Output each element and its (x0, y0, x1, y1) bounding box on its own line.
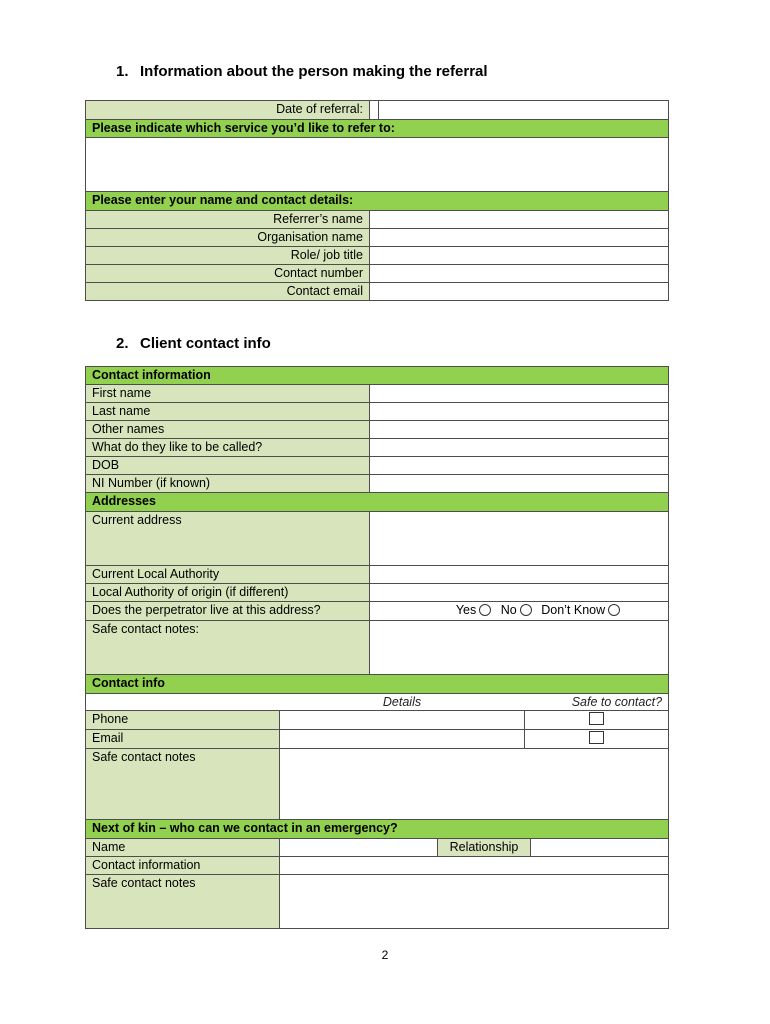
nok-notes-label: Safe contact notes (86, 875, 280, 929)
current-local-authority-label: Current Local Authority (86, 566, 370, 584)
section-2-number: 2. (116, 335, 129, 352)
organisation-name-label: Organisation name (86, 229, 370, 247)
section-2-title: Client contact info (140, 335, 271, 352)
other-names-label: Other names (86, 421, 370, 439)
perpetrator-label: Does the perpetrator live at this address? (86, 602, 370, 621)
phone-input[interactable] (280, 711, 525, 730)
referrer-table (85, 100, 669, 301)
nok-contact-input[interactable] (280, 857, 669, 875)
safe-to-contact-column-header: Safe to contact? (525, 694, 669, 711)
phone-email-notes-input[interactable] (280, 749, 669, 820)
service-input[interactable] (86, 138, 669, 192)
section-1-title: Information about the person making the referral (140, 63, 488, 80)
date-of-referral-row-input (370, 101, 669, 120)
dob-input[interactable] (370, 457, 669, 475)
next-of-kin-header: Next of kin – who can we contact in an emergency? (86, 820, 669, 839)
section-1-number: 1. (116, 63, 129, 80)
other-names-input[interactable] (370, 421, 669, 439)
safe-contact-notes-input[interactable] (370, 621, 669, 675)
perpetrator-radio-group (370, 602, 669, 621)
origin-local-authority-label: Local Authority of origin (if different) (86, 584, 370, 602)
phone-label: Phone (86, 711, 280, 730)
email-label: Email (86, 730, 280, 749)
section-1-heading (116, 63, 488, 80)
email-safe-checkbox[interactable] (589, 731, 604, 744)
phone-safe-cell (525, 711, 669, 730)
section-2-heading (116, 335, 271, 352)
page-number: 2 (381, 948, 389, 962)
radio-no[interactable] (520, 604, 532, 616)
contact-details-header: Please enter your name and contact details: (86, 192, 669, 211)
contact-number-label: Contact number (86, 265, 370, 283)
current-address-label: Current address (86, 512, 370, 566)
organisation-name-input[interactable] (370, 229, 669, 247)
first-name-input[interactable] (370, 385, 669, 403)
contact-email-input[interactable] (370, 283, 669, 301)
ni-number-label: NI Number (if known) (86, 475, 370, 493)
radio-yes[interactable] (479, 604, 491, 616)
preferred-name-label: What do they like to be called? (86, 439, 370, 457)
nok-notes-input[interactable] (280, 875, 669, 929)
radio-yes-label: Yes (455, 603, 477, 617)
nok-name-input[interactable] (280, 839, 438, 857)
client-table (85, 366, 669, 929)
contact-info-header: Contact info (86, 675, 669, 694)
contact-number-input[interactable] (370, 265, 669, 283)
radio-no-label: No (500, 603, 517, 617)
nok-contact-label: Contact information (86, 857, 280, 875)
last-name-input[interactable] (370, 403, 669, 421)
safe-contact-notes-label: Safe contact notes: (86, 621, 370, 675)
origin-local-authority-input[interactable] (370, 584, 669, 602)
email-input[interactable] (280, 730, 525, 749)
referrer-name-label: Referrer’s name (86, 211, 370, 229)
role-label: Role/ job title (86, 247, 370, 265)
phone-safe-checkbox[interactable] (589, 712, 604, 725)
current-address-input[interactable] (370, 512, 669, 566)
email-safe-cell (525, 730, 669, 749)
contact-information-header: Contact information (86, 367, 669, 385)
current-local-authority-input[interactable] (370, 566, 669, 584)
phone-email-notes-label: Safe contact notes (86, 749, 280, 820)
preferred-name-input[interactable] (370, 439, 669, 457)
ni-number-input[interactable] (370, 475, 669, 493)
contact-email-label: Contact email (86, 283, 370, 301)
radio-dont-know-label: Don’t Know (541, 603, 606, 617)
addresses-header: Addresses (86, 493, 669, 512)
dob-label: DOB (86, 457, 370, 475)
first-name-label: First name (86, 385, 370, 403)
referrer-name-input[interactable] (370, 211, 669, 229)
role-input[interactable] (370, 247, 669, 265)
service-header: Please indicate which service you’d like to refer to: (86, 120, 669, 138)
nok-name-label: Name (86, 839, 280, 857)
nok-relationship-input[interactable] (531, 839, 669, 857)
details-column-header: Details (280, 694, 525, 711)
nok-relationship-label: Relationship (438, 839, 531, 857)
contact-info-blank (86, 694, 280, 711)
last-name-label: Last name (86, 403, 370, 421)
date-of-referral-label: Date of referral: (86, 101, 370, 120)
radio-dont-know[interactable] (608, 604, 620, 616)
date-of-referral-input[interactable] (378, 101, 668, 119)
